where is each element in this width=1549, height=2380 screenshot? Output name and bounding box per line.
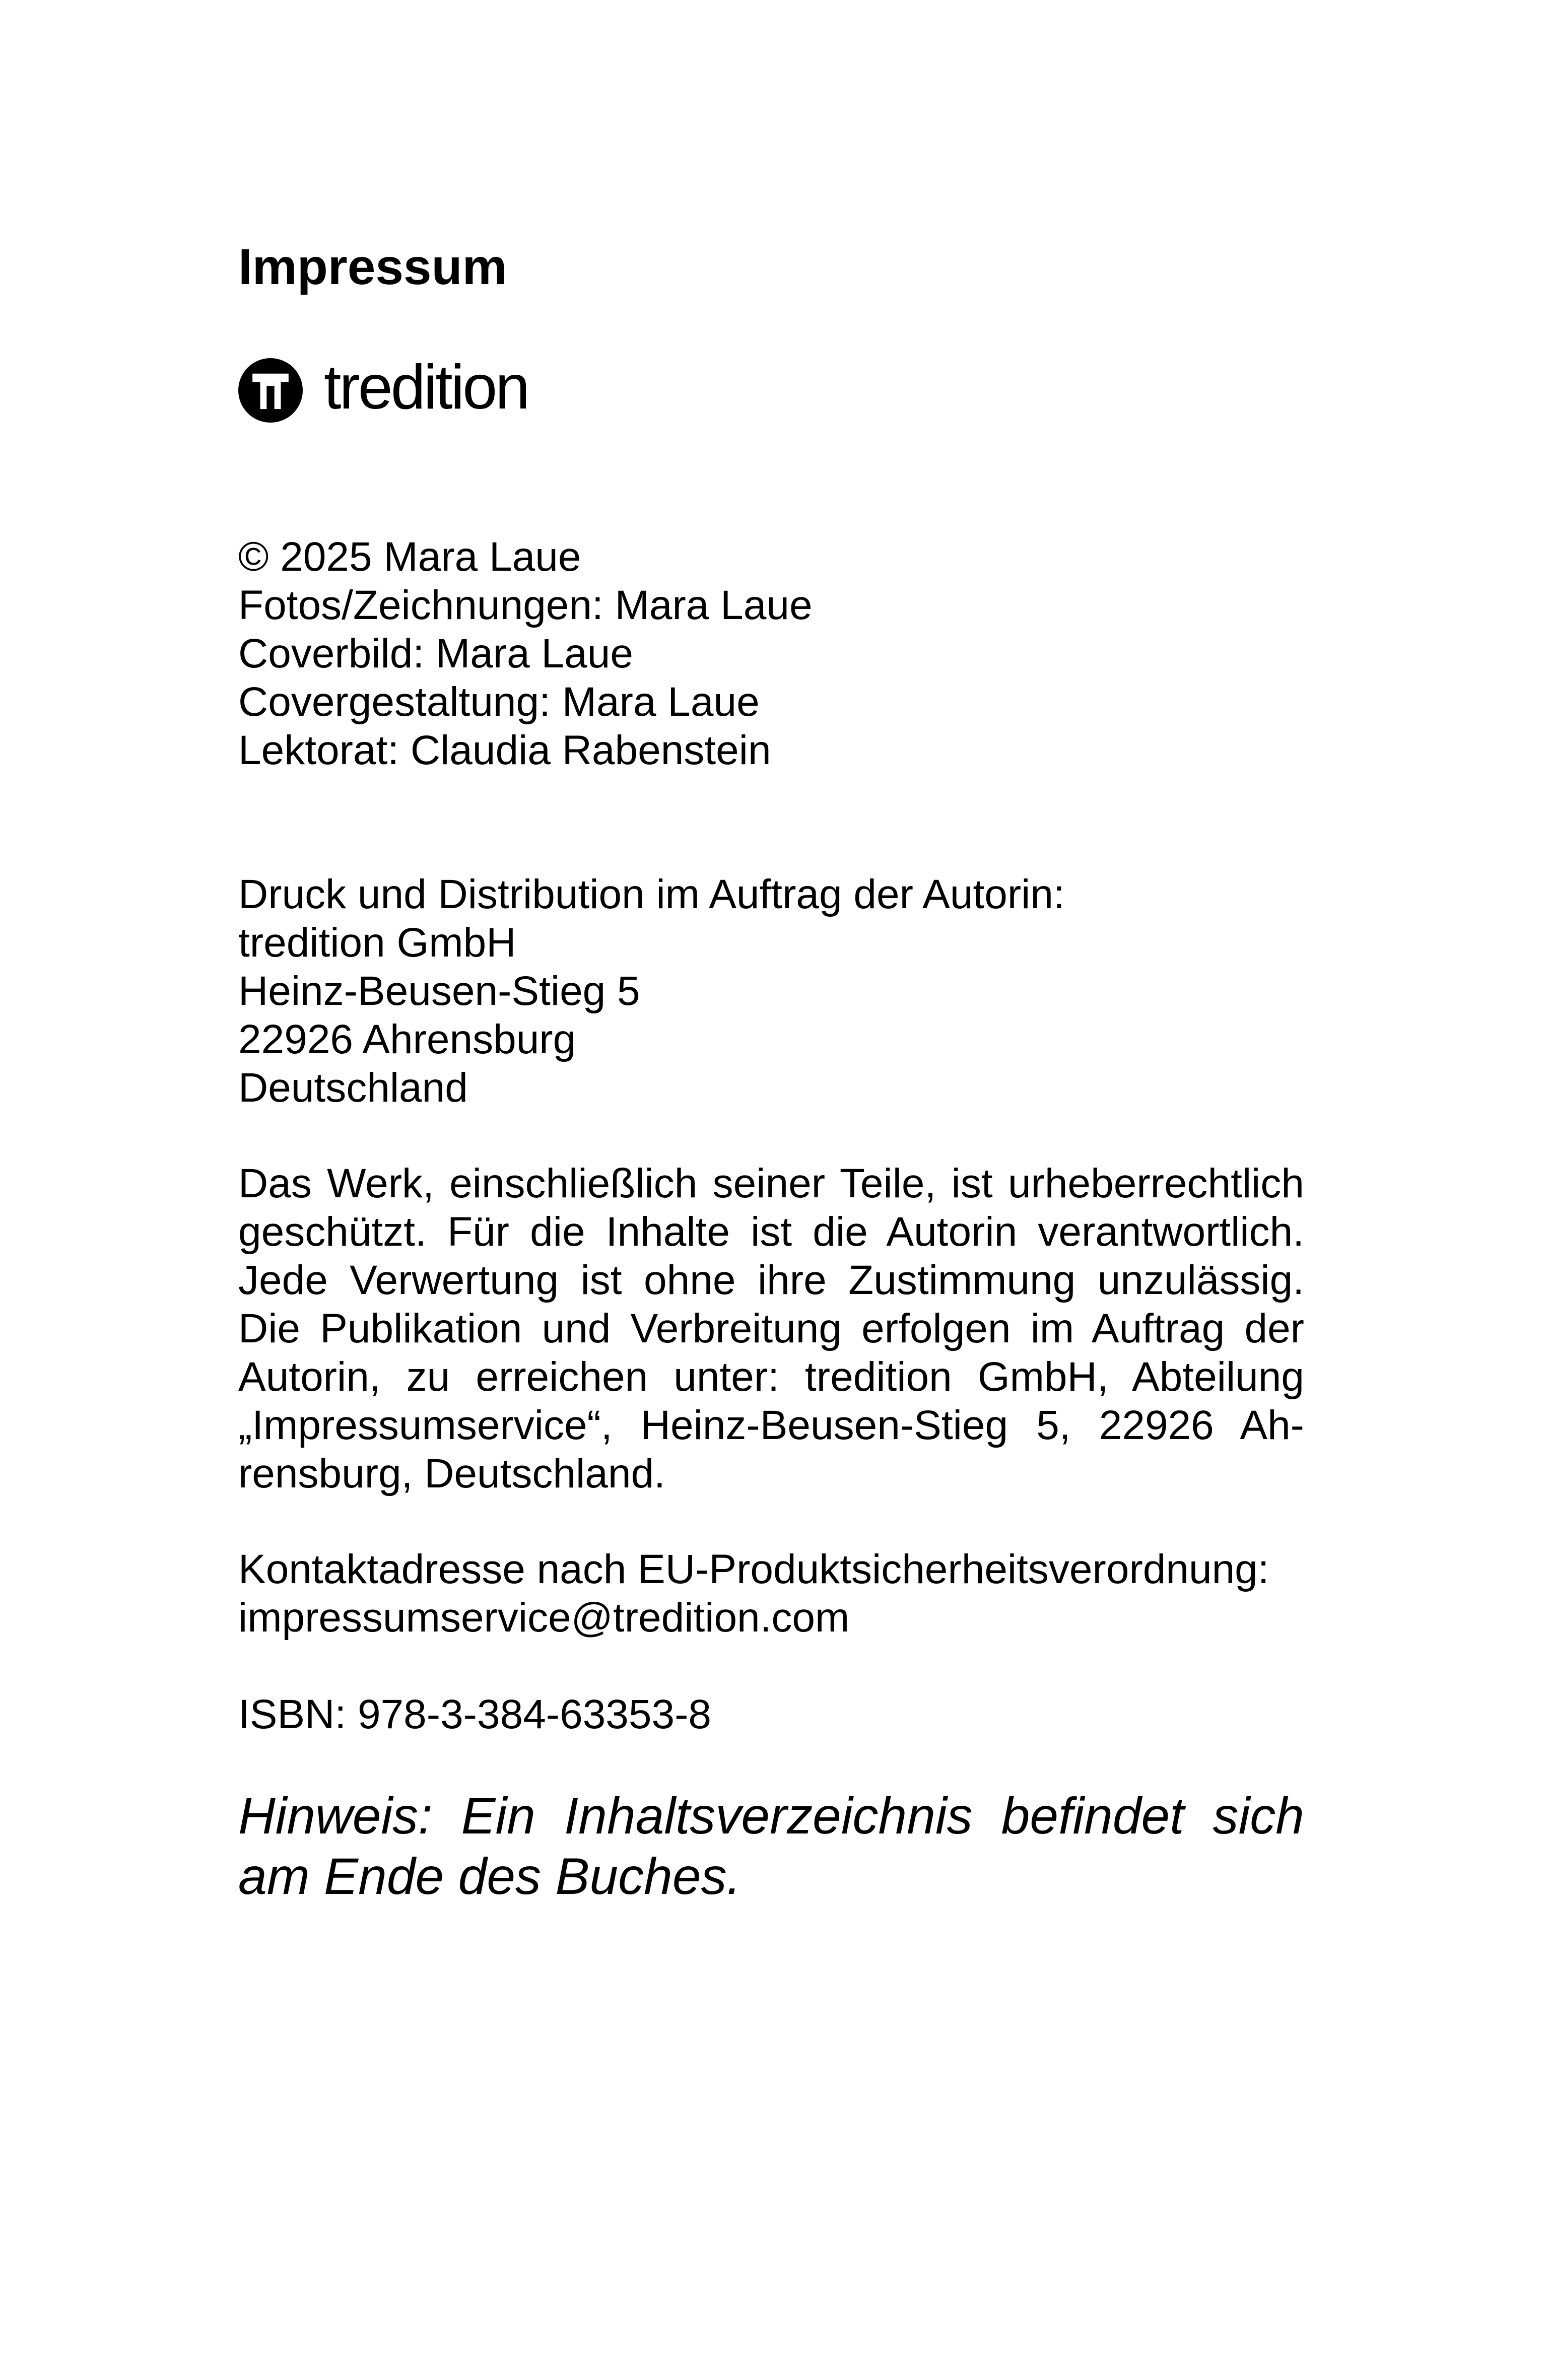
publisher-company: tredition GmbH	[238, 920, 516, 966]
isbn-number: ISBN: 978-3-384-63353-8	[238, 1691, 712, 1737]
publisher-city: 22926 Ahrensburg	[238, 1016, 576, 1062]
table-of-contents-hint	[238, 1786, 1304, 1907]
photos-credit: Fotos/Zeichnungen: Mara Laue	[238, 582, 813, 628]
legal-line: Autorin, zu erreichen unter: tredition GmbH, Abteilung	[238, 1354, 1304, 1400]
contact-label: Kontaktadresse nach EU-Produktsicherheitsverordnung:	[238, 1546, 1269, 1592]
publisher-country: Deutschland	[238, 1065, 468, 1111]
editing-credit: Lektorat: Claudia Rabenstein	[238, 727, 771, 773]
print-intro: Druck und Distribution im Auftrag der Autorin:	[238, 871, 1065, 917]
legal-line: Das Werk, einschließlich seiner Teile, ist urheberrechtlich	[238, 1161, 1304, 1206]
tredition-logo-icon	[238, 358, 303, 423]
print-distribution-block	[238, 870, 1304, 1112]
legal-notice	[238, 1160, 1304, 1498]
publisher-logo	[238, 353, 528, 428]
legal-line: „Impressumservice“, Heinz-Beusen-Stieg 5, 22926 Ah-	[238, 1402, 1304, 1448]
publisher-street: Heinz-Beusen-Stieg 5	[238, 968, 640, 1014]
publisher-logo-text: tredition	[324, 353, 528, 422]
copyright-line: © 2025 Mara Laue	[238, 534, 581, 580]
cover-image-credit: Coverbild: Mara Laue	[238, 631, 633, 676]
hint-line: Hinweis: Ein Inhaltsverzeichnis befindet sich	[238, 1787, 1304, 1845]
contact-block	[238, 1545, 1304, 1642]
page-title: Impressum	[238, 239, 507, 295]
isbn-block	[238, 1690, 1304, 1739]
legal-line: Die Publikation und Verbreitung erfolgen im Auftrag der	[238, 1306, 1304, 1351]
cover-design-credit: Covergestaltung: Mara Laue	[238, 679, 760, 725]
hint-line: am Ende des Buches.	[238, 1848, 741, 1905]
contact-email: impressumservice@tredition.com	[238, 1595, 850, 1641]
credits-block	[238, 533, 1304, 775]
legal-line: Jede Verwertung ist ohne ihre Zustimmung unzulässig.	[238, 1257, 1304, 1303]
legal-line: geschützt. Für die Inhalte ist die Autorin verantwortlich.	[238, 1209, 1304, 1255]
legal-line: rensburg, Deutschland.	[238, 1451, 665, 1497]
